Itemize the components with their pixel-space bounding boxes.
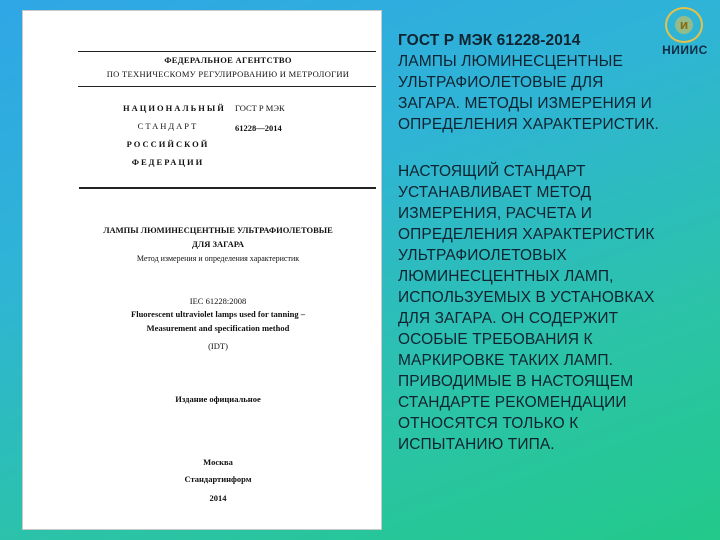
- slide-title-line: ОПРЕДЕЛЕНИЯ ХАРАКТЕРИСТИК.: [398, 116, 659, 133]
- body-line: СТАНДАРТЕ РЕКОМЕНДАЦИИ: [398, 394, 627, 411]
- body-line: ОТНОСЯТСЯ ТОЛЬКО К: [398, 415, 579, 432]
- body-line: ОСОБЫЕ ТРЕБОВАНИЯ К: [398, 331, 593, 348]
- body-line: ИСПЫТАНИЮ ТИПА.: [398, 436, 555, 453]
- slide-title: [398, 30, 698, 135]
- agency-line-2: ПО ТЕХНИЧЕСКОМУ РЕГУЛИРОВАНИЮ И МЕТРОЛОГИИ: [106, 69, 350, 79]
- national-standard-line-2: СТАНДАРТ: [137, 121, 199, 131]
- english-title-line-1: Fluorescent ultraviolet lamps used for tanning –: [131, 309, 305, 319]
- body-line: ИЗМЕРЕНИЯ, РАСЧЕТА И: [398, 205, 592, 222]
- year-label: 2014: [209, 493, 227, 503]
- gost-code-line-2: 61228—2014: [235, 123, 282, 133]
- slide-body: [398, 161, 698, 455]
- top-divider: [78, 51, 376, 52]
- logo-text: НИИИС: [662, 43, 708, 57]
- body-line: ОПРЕДЕЛЕНИЯ ХАРАКТЕРИСТИК: [398, 226, 655, 243]
- edition-label: Издание официальное: [175, 394, 261, 404]
- body-line: ДЛЯ ЗАГАРА. ОН СОДЕРЖИТ: [398, 310, 619, 327]
- body-line: УСТАНАВЛИВАЕТ МЕТОД: [398, 184, 592, 201]
- idt-label: (IDT): [208, 341, 228, 351]
- header-divider: [79, 187, 376, 189]
- slide-title-line: ЗАГАРА. МЕТОДЫ ИЗМЕРЕНИЯ И: [398, 95, 652, 112]
- body-line: ЛЮМИНЕСЦЕНТНЫХ ЛАМП,: [398, 268, 614, 285]
- slide-title-code: ГОСТ Р МЭК 61228-2014: [398, 32, 581, 49]
- svg-text:И: И: [679, 21, 689, 32]
- english-title-line-2: Measurement and specification method: [146, 323, 290, 333]
- gost-code-line-1: ГОСТ Р МЭК: [235, 103, 285, 113]
- doc-title-line-2: ДЛЯ ЗАГАРА: [192, 239, 244, 249]
- city-label: Москва: [203, 457, 233, 467]
- body-line: УЛЬТРАФИОЛЕТОВЫХ: [398, 247, 567, 264]
- national-standard-line-1: НАЦИОНАЛЬНЫЙ: [123, 103, 226, 113]
- body-line: МАРКИРОВКЕ ТАКИХ ЛАМП.: [398, 352, 613, 369]
- slide-title-line: ЛАМПЫ ЛЮМИНЕСЦЕНТНЫЕ: [398, 53, 623, 70]
- agency-divider: [78, 86, 376, 87]
- doc-subtitle: Метод измерения и определения характеристик: [136, 254, 300, 263]
- slide-title-line: УЛЬТРАФИОЛЕТОВЫЕ ДЛЯ: [398, 74, 604, 91]
- doc-title-line-1: ЛАМПЫ ЛЮМИНЕСЦЕНТНЫЕ УЛЬТРАФИОЛЕТОВЫЕ: [103, 225, 333, 235]
- iec-code: IEC 61228:2008: [189, 296, 247, 306]
- publisher-label: Стандартинформ: [184, 474, 252, 484]
- body-line: ПРИВОДИМЫЕ В НАСТОЯЩЕМ: [398, 373, 634, 390]
- body-line: ИСПОЛЬЗУЕМЫХ В УСТАНОВКАХ: [398, 289, 655, 306]
- national-standard-line-4: ФЕДЕРАЦИИ: [131, 157, 205, 167]
- national-standard-line-3: РОССИЙСКОЙ: [126, 139, 210, 149]
- agency-line-1: ФЕДЕРАЛЬНОЕ АГЕНТСТВО: [164, 55, 292, 65]
- standard-cover-page: [22, 10, 382, 530]
- body-line: НАСТОЯЩИЙ СТАНДАРТ: [398, 163, 586, 180]
